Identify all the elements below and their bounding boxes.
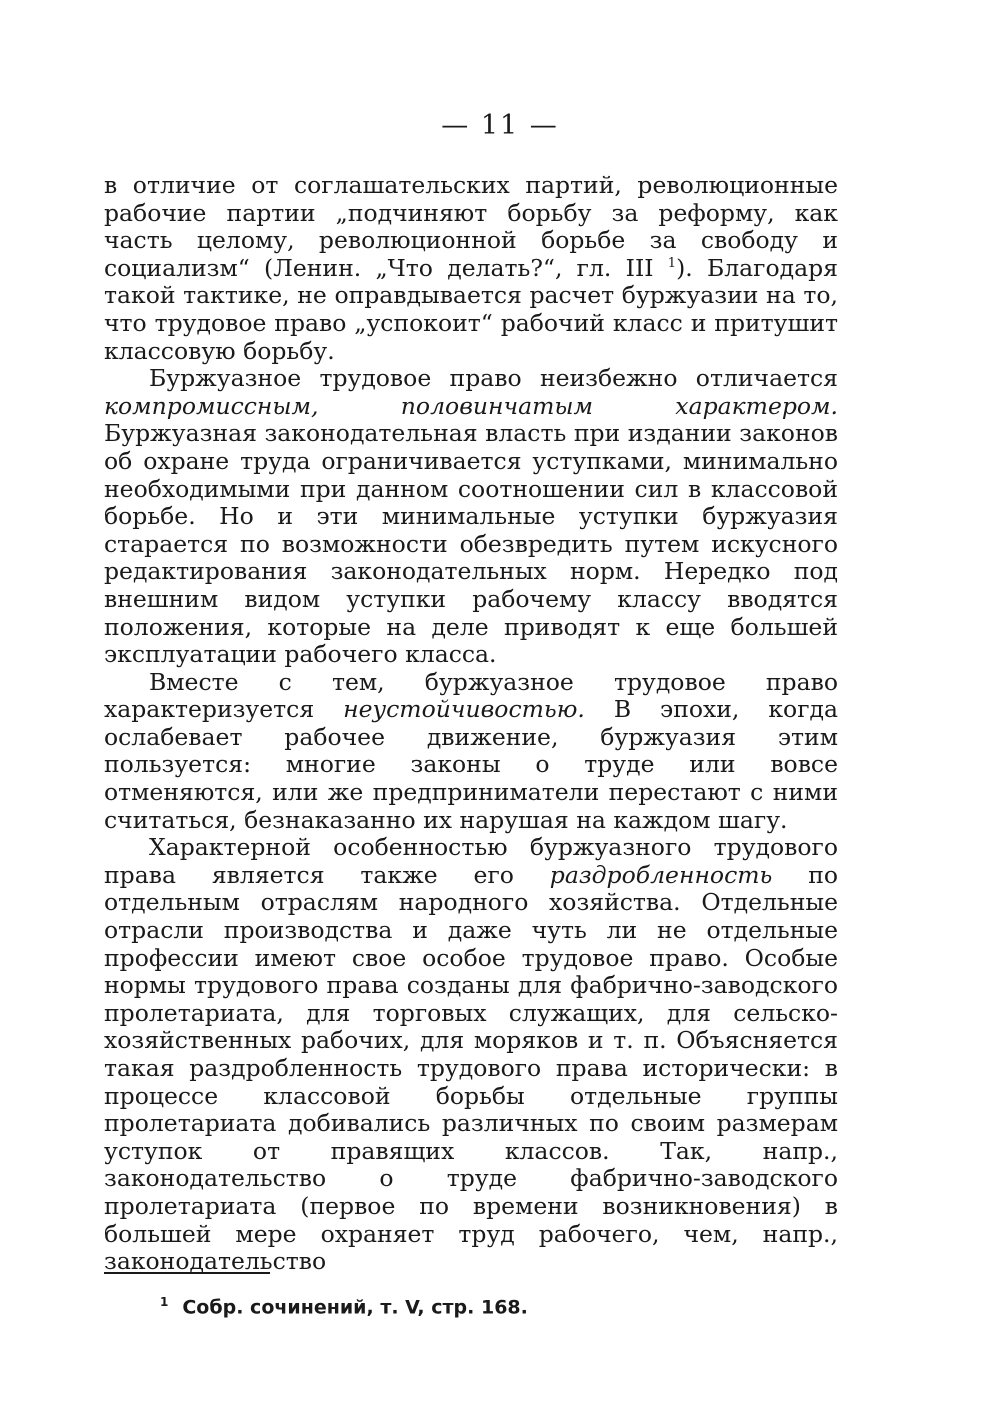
paragraph-text: Характерной особенностью буржуазного трудового права является также его bbox=[104, 833, 838, 889]
paragraph-text: ). Благодаря такой тактике, не оправдывается расчет буржуазии на то, что трудовое право „успокоит“ рабочий класс и притушит классовую борьбу. bbox=[104, 253, 838, 365]
paragraph-text: Буржуазная законодательная власть при издании законов об охране труда ограничивается уступками, минимально необходимыми при данном соотношении сил в классовой борьбе. Но и эти минимальные уступки буржуазия старается по возможности обезвредить путем искусного редактирования законодательных норм. Нередко под внешним видом уступки рабочему классу вводятся положения, которые на деле приводят к еще большей эксплуатации рабочего класса. bbox=[104, 419, 838, 669]
paragraph-3 bbox=[104, 669, 838, 835]
footnote bbox=[160, 1289, 528, 1320]
paragraph-text: Вместе с тем, буржуазное трудовое право характеризуется bbox=[104, 667, 838, 724]
emphasized-text: компромиссным, половинчатым характером. bbox=[104, 391, 838, 420]
paragraph-text: В эпохи, когда ослабевает рабочее движение, буржуазия этим пользуется: многие законы о труде или вовсе отменяются, или же предприниматели перестают с ними считаться, безнаказанно их нарушая на каждом шагу. bbox=[104, 695, 838, 834]
paragraph-4 bbox=[104, 834, 838, 1276]
paragraph-text: в отличие от соглашательских партий, революционные рабочие партии „подчиняют борьбу за реформу, как часть целому, революционной борьбе за свободу и социализм“ (Ленин. „Что делать?“, гл. III bbox=[104, 171, 838, 282]
footnote-text: Собр. сочинений, т. V, стр. 168. bbox=[182, 1296, 528, 1319]
footnote-mark: 1 bbox=[160, 1295, 169, 1309]
paragraph-1 bbox=[104, 172, 838, 365]
body-text bbox=[104, 172, 838, 1276]
emphasized-text: неустойчивостью. bbox=[343, 695, 585, 724]
footnote-divider bbox=[104, 1272, 270, 1274]
paragraph-text: Буржуазное трудовое право неизбежно отличается bbox=[149, 364, 838, 393]
paragraph-text: по отдельным отраслям народного хозяйства. Отдельные отрасли производства и даже чуть ли не отдельные профессии имеют свое особое трудовое право. Особые нормы трудового права созданы для фабрично-заводского пролетариата, для торговых служащих, для сельско-хозяйственных рабочих, для моряков и т. п. Объясняется такая раздробленность трудового права исторически: в процессе классовой борьбы отдельные группы пролетариата добивались различных по своим размерам уступок от правящих классов. Так, напр., законодательство о труде фабрично-заводского пролетариата (первое по времени возникновения) в большей мере охраняет труд рабочего, чем, напр., законодательство bbox=[104, 860, 839, 1276]
footnote-reference[interactable]: 1 bbox=[667, 255, 677, 271]
emphasized-text: раздробленность bbox=[549, 860, 773, 889]
page-number: — 11 — bbox=[441, 110, 559, 141]
paragraph-2 bbox=[104, 365, 838, 669]
